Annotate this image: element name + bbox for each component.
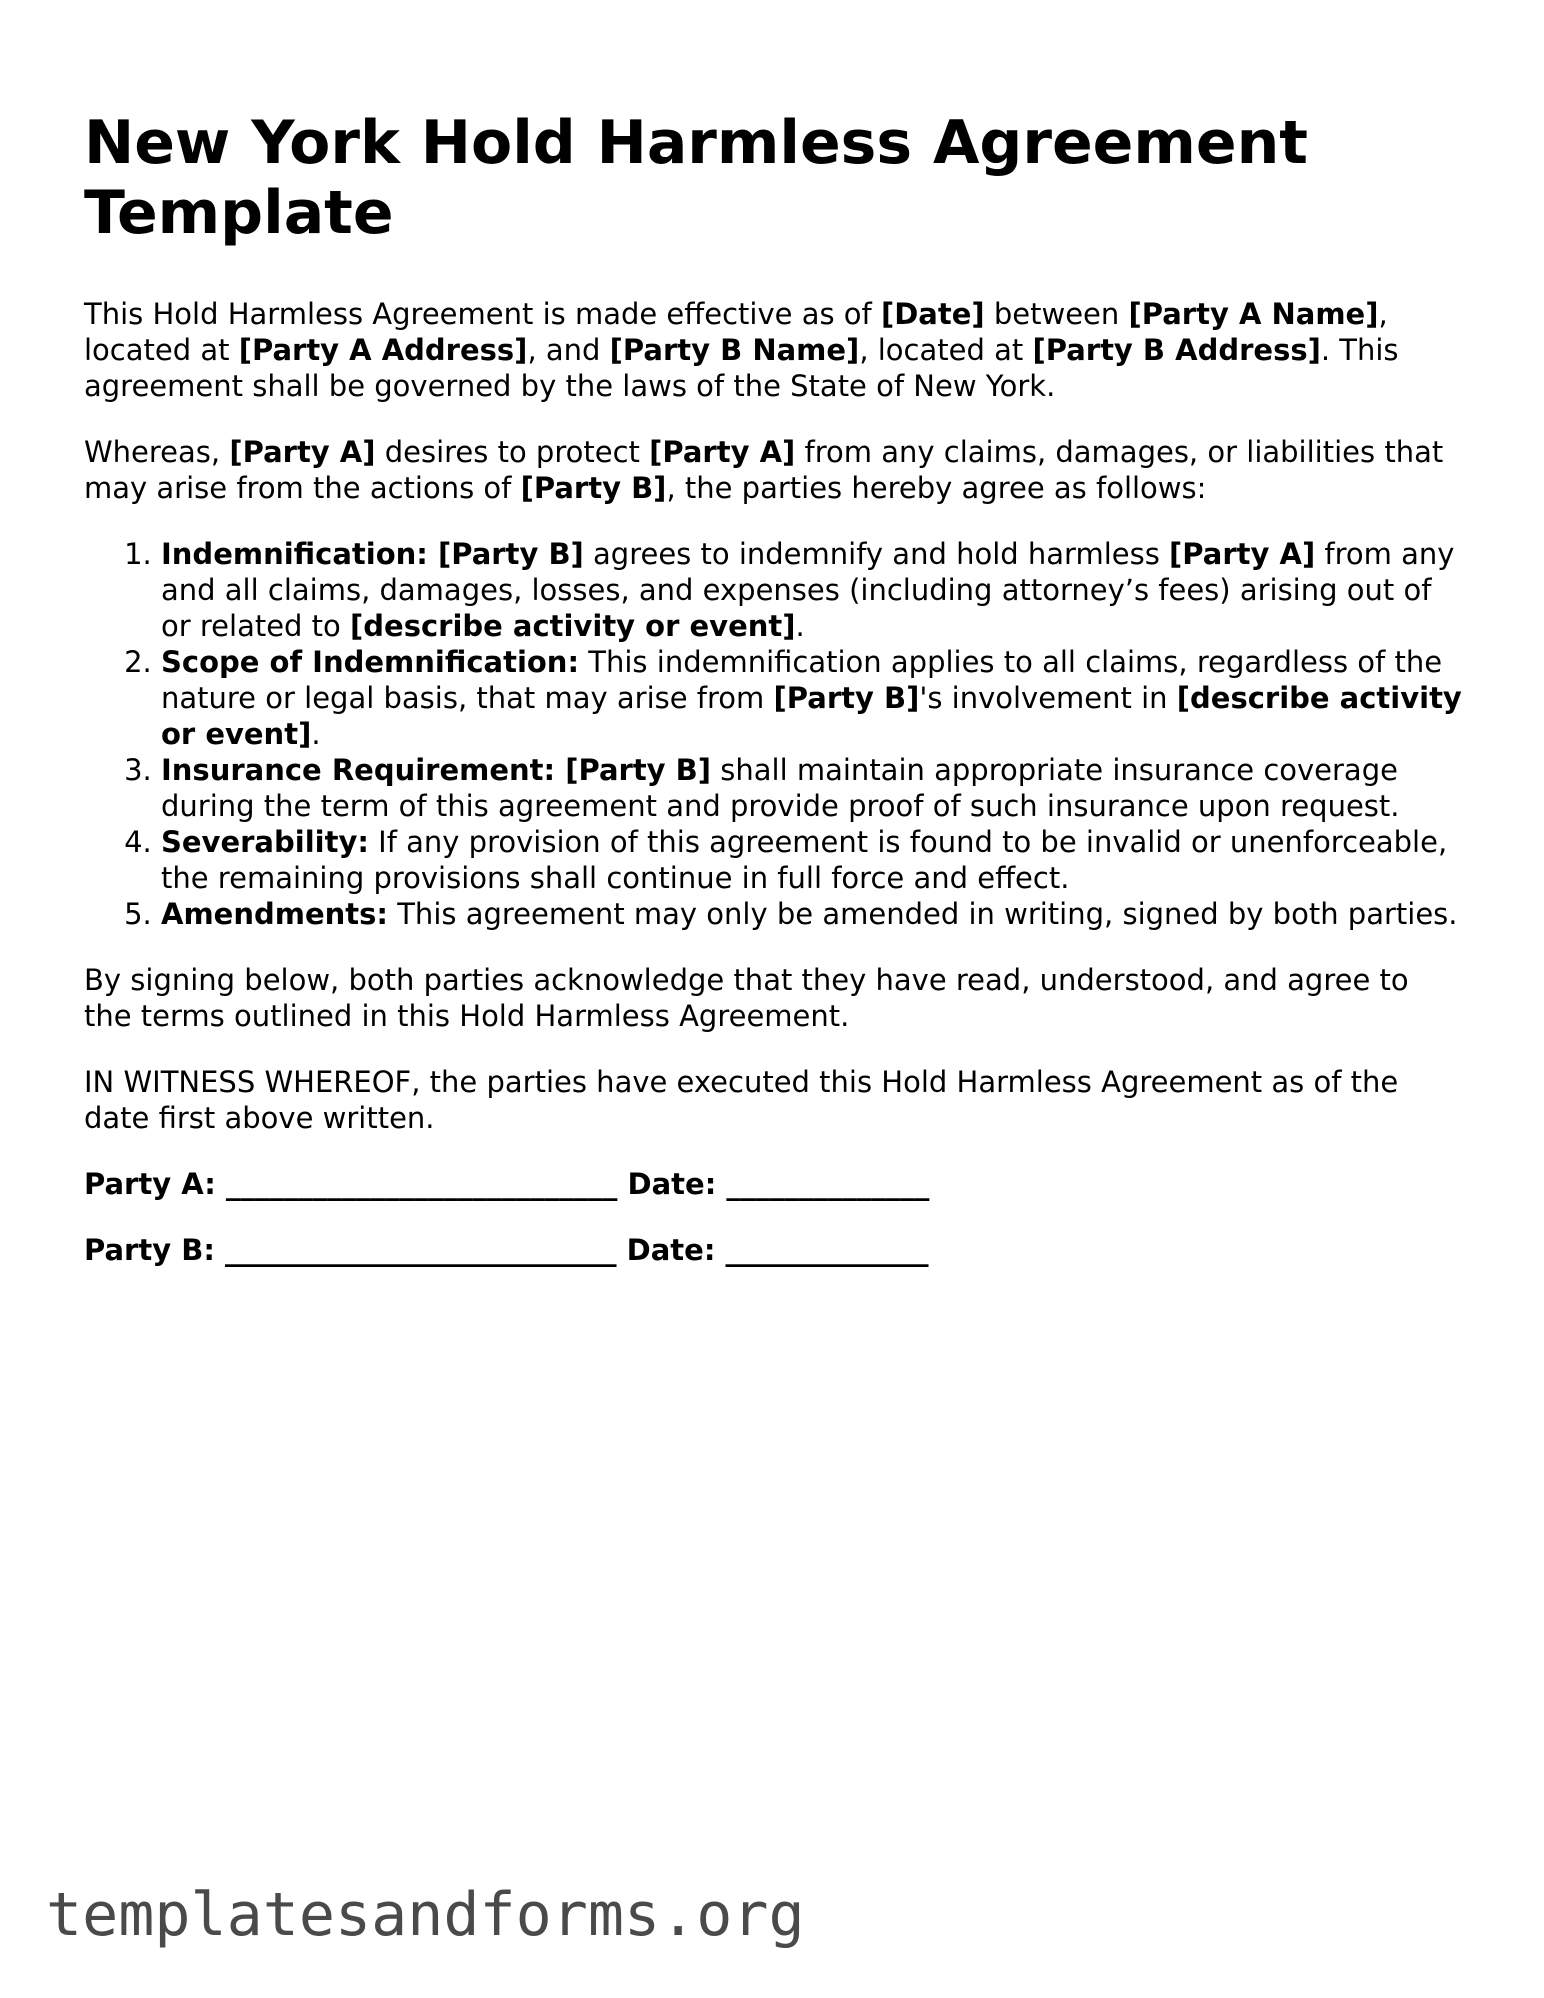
whereas-text: from any claims, damages, or liabilities that may arise from the actions of xyxy=(84,435,1444,505)
witness-paragraph: IN WITNESS WHEREOF, the parties have executed this Hold Harmless Agreement as of the date first above written. xyxy=(84,1065,1399,1135)
site-watermark: templatesandforms.org xyxy=(46,1880,805,1950)
whereas-text: desires to protect xyxy=(375,435,650,469)
party-a-placeholder: [Party A] xyxy=(229,435,376,469)
clause-text: . xyxy=(311,717,321,751)
clause-item xyxy=(161,824,1464,896)
party-b-placeholder: [Party B] xyxy=(773,681,920,715)
clause-text: This indemnification applies to all claims, regardless of the nature or legal basis, that may arise from xyxy=(161,645,1443,715)
intro-text: , and xyxy=(527,333,610,367)
signature-blank[interactable]: ___________________________ xyxy=(225,1233,617,1267)
intro-text: , located at xyxy=(859,333,1033,367)
party-a-name-placeholder: [Party A Name] xyxy=(1128,297,1379,331)
clause-text: 's involvement in xyxy=(919,681,1177,715)
clause-heading: Insurance Requirement: [Party B] xyxy=(161,753,712,787)
clause-text: . xyxy=(795,609,805,643)
clause-item xyxy=(161,896,1464,932)
intro-paragraph xyxy=(84,296,1464,404)
signature-label: Party A: xyxy=(84,1167,216,1201)
clause-text: agrees to indemnify and hold harmless xyxy=(583,537,1170,571)
document-page xyxy=(84,0,1464,1268)
clause-item xyxy=(161,536,1464,644)
party-a-address-placeholder: [Party A Address] xyxy=(238,333,528,367)
party-b-address-placeholder: [Party B Address] xyxy=(1032,333,1321,367)
party-a-placeholder: [Party A] xyxy=(649,435,796,469)
document-title: New York Hold Harmless Agreement Template xyxy=(84,108,1308,248)
signature-line-party-a xyxy=(84,1166,1464,1202)
intro-text: between xyxy=(984,297,1129,331)
acknowledgement-paragraph: By signing below, both parties acknowledge that they have read, understood, and agree to the terms outlined in this Hold Harmless Agreement. xyxy=(84,963,1409,1033)
date-label: Date: xyxy=(626,1233,716,1267)
clause-text: shall maintain appropriate insurance coverage during the term of this agreement and provide proof of such insurance upon request. xyxy=(161,753,1400,823)
signature-blank[interactable]: ___________________________ xyxy=(225,1167,618,1201)
intro-text: . This agreement shall be governed by the laws of the State of New York. xyxy=(84,333,1399,403)
clause-text: If any provision of this agreement is found to be invalid or unenforceable, the remaining provisions shall continue in full force and effect. xyxy=(161,825,1448,895)
date-label: Date: xyxy=(627,1167,717,1201)
whereas-text: , the parties hereby agree as follows: xyxy=(666,471,1207,505)
date-placeholder: [Date] xyxy=(880,297,985,331)
clause-item xyxy=(161,752,1464,824)
party-b-placeholder: [Party B] xyxy=(520,471,667,505)
clause-heading: Scope of Indemnification: xyxy=(161,645,580,679)
date-blank[interactable]: ______________ xyxy=(726,1167,930,1201)
clause-heading: Indemnification: [Party B] xyxy=(161,537,584,571)
clause-text: from any and all claims, damages, losses, and expenses (including attorney’s fees) arising out of or related to xyxy=(161,537,1455,643)
party-b-name-placeholder: [Party B Name] xyxy=(609,333,860,367)
whereas-text: Whereas, xyxy=(84,435,230,469)
clause-item xyxy=(161,644,1464,752)
activity-placeholder: [describe activity or event] xyxy=(161,681,1462,751)
clause-list xyxy=(84,536,1464,932)
party-a-placeholder: [Party A] xyxy=(1169,537,1316,571)
signature-line-party-b xyxy=(84,1232,1464,1268)
intro-text: , located at xyxy=(84,297,1388,367)
clause-heading: Amendments: xyxy=(161,897,388,931)
intro-text: This Hold Harmless Agreement is made effective as of xyxy=(84,297,881,331)
activity-placeholder: [describe activity or event] xyxy=(350,609,796,643)
signature-label: Party B: xyxy=(84,1233,215,1267)
date-blank[interactable]: ______________ xyxy=(725,1233,929,1267)
whereas-paragraph xyxy=(84,434,1464,506)
clause-text: This agreement may only be amended in writing, signed by both parties. xyxy=(388,897,1458,931)
clause-heading: Severability: xyxy=(161,825,369,859)
